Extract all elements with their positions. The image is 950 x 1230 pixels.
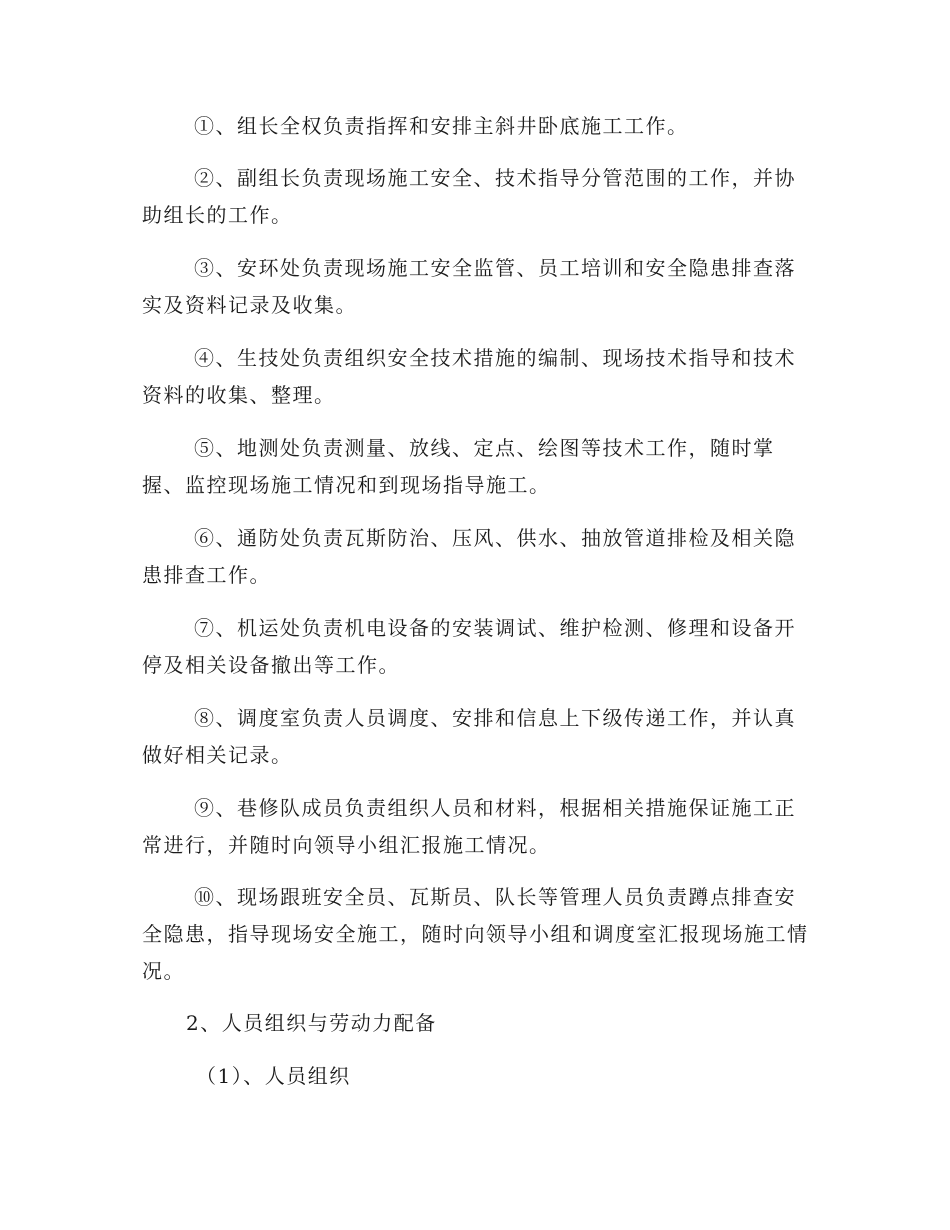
duty-item-2: ②、副组长负责现场施工安全、技术指导分管范围的工作，并协助组长的工作。 — [142, 166, 796, 227]
duty-item-6: ⑥、通防处负责瓦斯防治、压风、供水、抽放管道排检及相关隐患排查工作。 — [142, 526, 796, 587]
duty-item-8: ⑧、调度室负责人员调度、安排和信息上下级传递工作，并认真做好相关记录。 — [142, 706, 796, 767]
duty-item-5: ⑤、地测处负责测量、放线、定点、绘图等技术工作，随时掌握、监控现场施工情况和到现场指导施工。 — [142, 436, 775, 497]
duty-item-1: ①、组长全权负责指挥和安排主斜井卧底施工工作。 — [194, 114, 689, 138]
duty-item-4: ④、生技处负责组织安全技术措施的编制、现场技术指导和技术资料的收集、整理。 — [142, 346, 796, 407]
duty-item-10: ⑩、现场跟班安全员、瓦斯员、队长等管理人员负责蹲点排查安全隐患，指导现场安全施工，随时向领导小组和调度室汇报现场施工情况。 — [142, 885, 809, 983]
section-heading: 2、人员组织与劳动力配备 — [186, 1011, 437, 1035]
duty-item-3: ③、安环处负责现场施工安全监管、员工培训和安全隐患排查落实及资料记录及收集。 — [142, 256, 796, 317]
duty-item-7: ⑦、机运处负责机电设备的安装调试、维护检测、修理和设备开停及相关设备撤出等工作。 — [142, 616, 796, 677]
duty-item-9: ⑨、巷修队成员负责组织人员和材料，根据相关措施保证施工正常进行，并随时向领导小组汇报施工情况。 — [142, 796, 796, 857]
subsection-heading: （1）、人员组织 — [196, 1064, 351, 1088]
